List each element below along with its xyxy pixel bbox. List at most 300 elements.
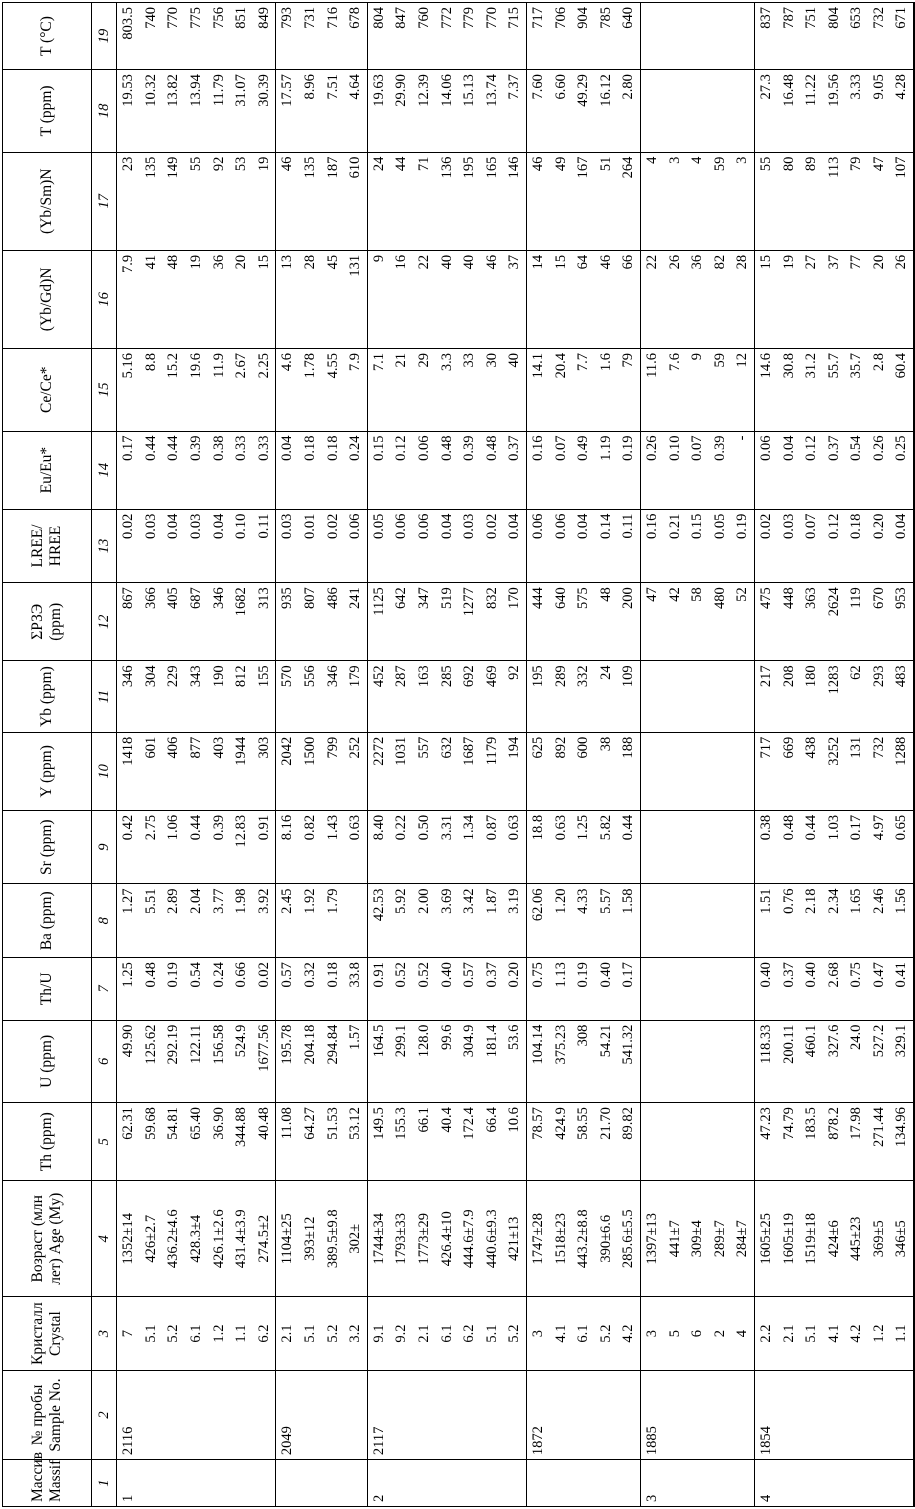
table-cell (708, 958, 731, 1020)
column-number: 11 (92, 661, 117, 732)
table-cell: 0.48 (777, 810, 800, 884)
table-cell: 0.19 (572, 958, 595, 1020)
table-cell: 1.06 (162, 810, 185, 884)
table-cell: 1.20 (549, 884, 572, 958)
table-cell: 1.1 (890, 1297, 914, 1371)
table-cell (230, 1460, 253, 1507)
table-cell: 426.1±2.6 (207, 1181, 230, 1297)
table-cell: 4.97 (868, 810, 891, 884)
table-cell (731, 1103, 754, 1181)
table-cell: 1744±34 (367, 1181, 390, 1297)
table-cell: 436.2±4.6 (162, 1181, 185, 1297)
table-cell (708, 884, 731, 958)
table-cell: 0.50 (413, 810, 436, 884)
table-cell: 14.6 (754, 348, 777, 431)
table-cell: 7 (117, 1297, 140, 1371)
table-cell: 1418 (117, 732, 140, 810)
table-cell: 22 (413, 250, 436, 348)
table-cell: 59 (708, 348, 731, 431)
table-cell: 1.2 (207, 1297, 230, 1371)
table-cell: 832 (481, 583, 504, 661)
table-cell: 19.63 (367, 70, 390, 153)
table-cell: 0.04 (435, 509, 458, 583)
table-cell: 45 (321, 250, 344, 348)
table-cell: 344.88 (230, 1103, 253, 1181)
table-cell: 389.5±9.8 (321, 1181, 344, 1297)
table-cell: 0.02 (754, 509, 777, 583)
table-cell: 0.22 (390, 810, 413, 884)
table-cell: 0.10 (230, 509, 253, 583)
table-cell (731, 884, 754, 958)
table-cell: 4.1 (822, 1297, 845, 1371)
table-cell: 4 (640, 152, 663, 250)
table-cell: 0.54 (845, 431, 868, 509)
column-header: Sr (ppm) (3, 810, 92, 884)
table-cell: 0.54 (185, 958, 208, 1020)
table-cell: 892 (549, 732, 572, 810)
table-cell (572, 1460, 595, 1507)
table-cell: 229 (162, 661, 185, 732)
table-cell: 13.74 (481, 70, 504, 153)
table-cell: 118.33 (754, 1020, 777, 1103)
table-cell: 1.13 (549, 958, 572, 1020)
table-cell: 48 (594, 583, 617, 661)
table-cell: 1.25 (117, 958, 140, 1020)
table-row (458, 3, 481, 1507)
table-cell: 2.68 (822, 958, 845, 1020)
table-cell: 14 (526, 250, 549, 348)
table-row (754, 3, 777, 1507)
table-cell: 1500 (299, 732, 322, 810)
table-cell: 1605±25 (754, 1181, 777, 1297)
table-cell: 289±7 (708, 1181, 731, 1297)
table-cell: 58 (686, 583, 709, 661)
table-cell: 24.0 (845, 1020, 868, 1103)
table-cell: 935 (276, 583, 299, 661)
table-cell: 1.92 (299, 884, 322, 958)
table-cell (549, 1460, 572, 1507)
table-cell: 441±7 (663, 1181, 686, 1297)
column-number: 6 (92, 1020, 117, 1103)
table-cell: 0.06 (526, 509, 549, 583)
table-cell (321, 1370, 344, 1459)
table-cell: 38 (594, 732, 617, 810)
table-row (276, 3, 299, 1507)
table-cell: 5.1 (800, 1297, 823, 1371)
table-cell: 3.31 (435, 810, 458, 884)
table-cell: 0.47 (868, 958, 891, 1020)
table-cell (640, 810, 663, 884)
table-cell: 0.41 (890, 958, 914, 1020)
table-cell (731, 70, 754, 153)
table-cell: 47 (640, 583, 663, 661)
table-cell: 0.48 (481, 431, 504, 509)
table-cell: 53 (230, 152, 253, 250)
table-cell: 716 (321, 3, 344, 70)
table-cell: 0.04 (503, 509, 526, 583)
table-cell (640, 732, 663, 810)
table-cell: 772 (435, 3, 458, 70)
table-cell: 6.1 (435, 1297, 458, 1371)
table-cell: 285 (435, 661, 458, 732)
table-cell: 47.23 (754, 1103, 777, 1181)
table-cell (640, 1020, 663, 1103)
table-cell: 6.2 (253, 1297, 276, 1371)
table-cell: 49 (549, 152, 572, 250)
column-number: 8 (92, 884, 117, 958)
zircon-data-table (2, 2, 915, 1507)
table-cell (663, 1020, 686, 1103)
table-cell: 0.57 (458, 958, 481, 1020)
table-cell: 8.8 (140, 348, 163, 431)
table-cell: 4.33 (572, 884, 595, 958)
table-cell: 7.9 (344, 348, 367, 431)
table-cell: 27.3 (754, 70, 777, 153)
table-cell: 195 (526, 661, 549, 732)
table-cell: 66 (617, 250, 640, 348)
table-cell: 0.25 (890, 431, 914, 509)
table-cell: 0.40 (800, 958, 823, 1020)
table-row (207, 3, 230, 1507)
table-cell: 0.38 (754, 810, 777, 884)
table-cell: 274.5±2 (253, 1181, 276, 1297)
table-cell: 62.06 (526, 884, 549, 958)
table-cell: 346 (117, 661, 140, 732)
table-cell: 851 (230, 3, 253, 70)
table-cell: 346 (207, 583, 230, 661)
table-row (617, 3, 640, 1507)
table-cell (663, 1370, 686, 1459)
column-number: 4 (92, 1181, 117, 1297)
table-row (413, 3, 436, 1507)
table-row (572, 3, 595, 1507)
table-cell: 200.11 (777, 1020, 800, 1103)
table-row (435, 3, 458, 1507)
table-cell: 9.1 (367, 1297, 390, 1371)
table-cell (800, 1370, 823, 1459)
table-cell (663, 70, 686, 153)
table-cell: 0.65 (890, 810, 914, 884)
table-cell: 64.27 (299, 1103, 322, 1181)
table-cell: 8.40 (367, 810, 390, 884)
table-cell: 4.2 (845, 1297, 868, 1371)
table-cell: 42 (663, 583, 686, 661)
table-cell: 19.6 (185, 348, 208, 431)
table-cell (640, 70, 663, 153)
table-cell: 309±4 (686, 1181, 709, 1297)
table-cell: 756 (207, 3, 230, 70)
table-cell: 3.77 (207, 884, 230, 958)
table-cell (731, 3, 754, 70)
table-cell: 13 (276, 250, 299, 348)
table-cell: 483 (890, 661, 914, 732)
table-cell: 48 (162, 250, 185, 348)
column-number: 1 (92, 1460, 117, 1507)
table-cell: 0.12 (800, 431, 823, 509)
table-cell: 71 (413, 152, 436, 250)
table-cell: 0.26 (868, 431, 891, 509)
table-cell: 33.8 (344, 958, 367, 1020)
table-cell (686, 1103, 709, 1181)
table-cell (344, 884, 367, 958)
table-cell: 0.16 (640, 509, 663, 583)
table-cell: 2.04 (185, 884, 208, 958)
table-body (117, 3, 914, 1507)
table-row (503, 3, 526, 1507)
table-cell: 640 (549, 583, 572, 661)
table-cell: 0.40 (594, 958, 617, 1020)
table-cell (686, 958, 709, 1020)
table-cell: 1.58 (617, 884, 640, 958)
table-cell: 570 (276, 661, 299, 732)
table-cell (708, 661, 731, 732)
table-cell: 3.92 (253, 884, 276, 958)
table-cell: 131 (344, 250, 367, 348)
table-cell: 2.75 (140, 810, 163, 884)
table-cell: 332 (572, 661, 595, 732)
table-cell: 92 (503, 661, 526, 732)
table-cell: 66.4 (481, 1103, 504, 1181)
table-row (800, 3, 823, 1507)
column-number: 5 (92, 1103, 117, 1181)
table-cell: 0.75 (526, 958, 549, 1020)
table-cell: 41 (140, 250, 163, 348)
column-number: 3 (92, 1297, 117, 1371)
table-cell: 128.0 (413, 1020, 436, 1103)
table-cell: 21 (390, 348, 413, 431)
table-cell: 6.1 (572, 1297, 595, 1371)
table-cell: 0.12 (390, 431, 413, 509)
table-cell: 2 (367, 1460, 390, 1507)
table-cell: 0.19 (162, 958, 185, 1020)
table-cell: 55 (754, 152, 777, 250)
table-cell: 3.2 (344, 1297, 367, 1371)
table-cell: 304 (140, 661, 163, 732)
table-cell: 11.08 (276, 1103, 299, 1181)
table-cell: 92 (207, 152, 230, 250)
table-cell (617, 1370, 640, 1459)
table-cell (435, 1370, 458, 1459)
table-cell: 0.44 (162, 431, 185, 509)
table-cell: 17.98 (845, 1103, 868, 1181)
table-cell: 62.31 (117, 1103, 140, 1181)
table-cell: 164.5 (367, 1020, 390, 1103)
column-header: Кристалл Crystal (3, 1297, 92, 1371)
table-cell: 2.1 (777, 1297, 800, 1371)
table-cell: 527.2 (868, 1020, 891, 1103)
table-cell: 0.39 (458, 431, 481, 509)
table-cell: 66.1 (413, 1103, 436, 1181)
table-cell: 5.1 (299, 1297, 322, 1371)
table-cell: 0.07 (686, 431, 709, 509)
table-cell (663, 732, 686, 810)
table-cell (731, 732, 754, 810)
table-cell: 3 (640, 1460, 663, 1507)
table-cell: 47 (868, 152, 891, 250)
table-cell (686, 1020, 709, 1103)
table-cell: 5 (663, 1297, 686, 1371)
column-header: Массив Massif (3, 1460, 92, 1507)
table-cell: 428.3±4 (185, 1181, 208, 1297)
table-cell (708, 1460, 731, 1507)
table-cell: 426±2.7 (140, 1181, 163, 1297)
table-cell: 0.16 (526, 431, 549, 509)
table-cell (663, 958, 686, 1020)
table-cell: 10.6 (503, 1103, 526, 1181)
table-cell: 1.6 (594, 348, 617, 431)
table-cell: 327.6 (822, 1020, 845, 1103)
table-cell (458, 1370, 481, 1459)
table-cell (321, 1460, 344, 1507)
table-cell: 82 (708, 250, 731, 348)
table-cell: 0.37 (777, 958, 800, 1020)
table-cell: 149 (162, 152, 185, 250)
table-cell: 740 (140, 3, 163, 70)
table-cell: 195.78 (276, 1020, 299, 1103)
table-cell: 403 (207, 732, 230, 810)
table-cell (686, 810, 709, 884)
table-cell: 0.21 (663, 509, 686, 583)
table-cell: 0.26 (640, 431, 663, 509)
column-number: 10 (92, 732, 117, 810)
table-cell: 19 (185, 250, 208, 348)
table-cell (663, 3, 686, 70)
table-cell: 731 (299, 3, 322, 70)
table-cell: 1885 (640, 1370, 663, 1459)
table-cell: 11.9 (207, 348, 230, 431)
table-cell: 0.33 (253, 431, 276, 509)
table-cell: 21.70 (594, 1103, 617, 1181)
table-cell: 0.02 (321, 509, 344, 583)
table-cell: 53.6 (503, 1020, 526, 1103)
table-cell: 0.18 (321, 958, 344, 1020)
table-cell (686, 1370, 709, 1459)
table-cell: 0.06 (413, 431, 436, 509)
table-cell: 421±13 (503, 1181, 526, 1297)
table-cell: 200 (617, 583, 640, 661)
table-cell: 632 (435, 732, 458, 810)
table-cell: 5.2 (321, 1297, 344, 1371)
table-cell: 179 (344, 661, 367, 732)
table-cell: 2624 (822, 583, 845, 661)
table-cell: 54.81 (162, 1103, 185, 1181)
table-cell: 23 (117, 152, 140, 250)
table-cell: 0.06 (390, 509, 413, 583)
table-row (868, 3, 891, 1507)
table-cell: 292.19 (162, 1020, 185, 1103)
table-row (253, 3, 276, 1507)
table-cell: 163 (413, 661, 436, 732)
table-cell: 149.5 (367, 1103, 390, 1181)
table-cell: 131 (845, 732, 868, 810)
table-cell (299, 1460, 322, 1507)
table-cell: 62 (845, 661, 868, 732)
table-cell: 28 (299, 250, 322, 348)
column-header: Th (ppm) (3, 1103, 92, 1181)
table-cell: 155 (253, 661, 276, 732)
table-cell (640, 958, 663, 1020)
table-cell: 49.90 (117, 1020, 140, 1103)
table-cell: 732 (868, 732, 891, 810)
table-cell: 30 (481, 348, 504, 431)
table-cell: 1.78 (299, 348, 322, 431)
table-cell: 58.55 (572, 1103, 595, 1181)
table-cell: 625 (526, 732, 549, 810)
table-cell (640, 884, 663, 958)
table-cell: 0.63 (344, 810, 367, 884)
column-header: (Yb/Gd)N (3, 250, 92, 348)
table-cell: 89.82 (617, 1103, 640, 1181)
table-cell: 775 (185, 3, 208, 70)
table-cell: 303 (253, 732, 276, 810)
table-cell (686, 884, 709, 958)
table-cell: 77 (845, 250, 868, 348)
table-cell: 42.53 (367, 884, 390, 958)
table-cell: 1.25 (572, 810, 595, 884)
column-header: (Yb/Sm)N (3, 152, 92, 250)
table-cell: 2.1 (413, 1297, 436, 1371)
table-cell: 426.4±10 (435, 1181, 458, 1297)
table-cell: 799 (321, 732, 344, 810)
table-cell (503, 1370, 526, 1459)
table-cell (868, 1370, 891, 1459)
table-cell: 0.06 (344, 509, 367, 583)
table-cell: 0.02 (253, 958, 276, 1020)
table-cell: 6 (686, 1297, 709, 1371)
table-cell (253, 1460, 276, 1507)
table-cell: 0.15 (686, 509, 709, 583)
table-cell: 732 (868, 3, 891, 70)
table-cell: 135 (299, 152, 322, 250)
table-cell: 19 (777, 250, 800, 348)
table-cell: 1677.56 (253, 1020, 276, 1103)
table-cell: 55.7 (822, 348, 845, 431)
table-cell: 293 (868, 661, 891, 732)
table-cell: 7.1 (367, 348, 390, 431)
table-row (230, 3, 253, 1507)
table-cell: 4 (731, 1297, 754, 1371)
table-cell: 0.11 (253, 509, 276, 583)
table-cell: 0.44 (800, 810, 823, 884)
table-cell: 0.03 (777, 509, 800, 583)
table-cell: 642 (390, 583, 413, 661)
table-cell: 136 (435, 152, 458, 250)
table-cell: 0.10 (663, 431, 686, 509)
table-cell: 0.15 (367, 431, 390, 509)
table-cell: 0.20 (868, 509, 891, 583)
table-cell: 0.20 (503, 958, 526, 1020)
table-cell (708, 810, 731, 884)
table-cell: 1.03 (822, 810, 845, 884)
table-cell: 1.19 (594, 431, 617, 509)
table-cell: 109 (617, 661, 640, 732)
table-cell: 167 (572, 152, 595, 250)
table-cell: 556 (299, 661, 322, 732)
table-cell (344, 1370, 367, 1459)
table-cell: 837 (754, 3, 777, 70)
table-cell (344, 1460, 367, 1507)
table-cell: 444.6±7.9 (458, 1181, 481, 1297)
table-cell: 2.89 (162, 884, 185, 958)
table-cell (663, 1103, 686, 1181)
table-cell: 751 (800, 3, 823, 70)
table-cell: 0.48 (435, 431, 458, 509)
column-header: Ce/Ce* (3, 348, 92, 431)
table-cell (845, 1460, 868, 1507)
table-cell: 0.44 (140, 431, 163, 509)
table-cell: 347 (413, 583, 436, 661)
table-row (890, 3, 914, 1507)
